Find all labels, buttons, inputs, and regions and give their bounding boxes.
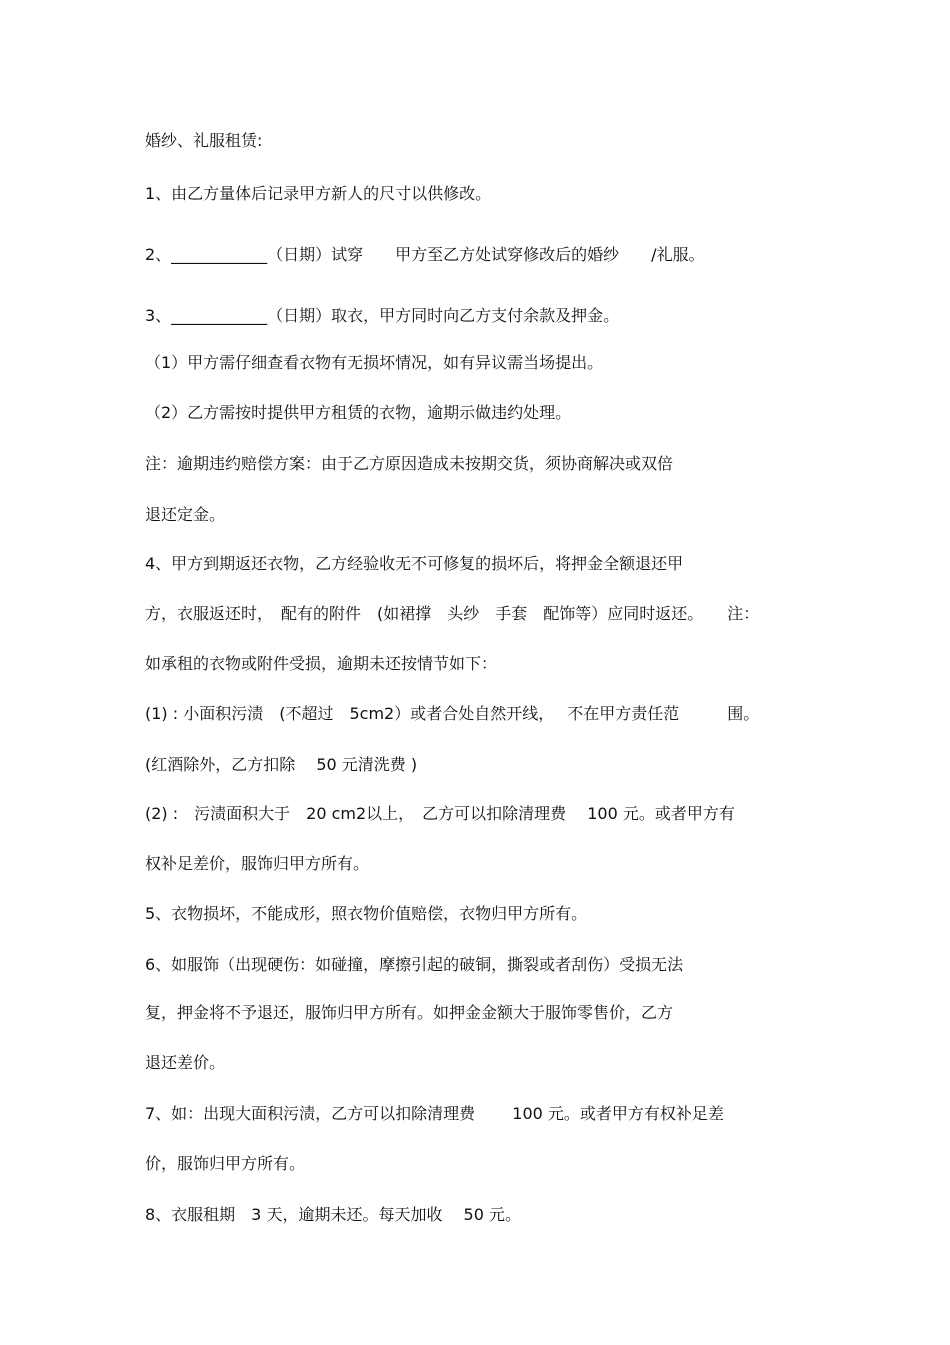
clause-6-line-1: 6、如服饰（出现硬伤：如碰撞，摩擦引起的破铜，撕裂或者刮伤）受损无法 <box>145 955 684 974</box>
clause-4-line-1: 4、甲方到期返还衣物，乙方经验收无不可修复的损坏后，将押金全额退还甲 <box>145 554 684 573</box>
clause-7-line-1: 7、如：出现大面积污渍，乙方可以扣除清理费 100 元。或者甲方有权补足差 <box>145 1104 724 1123</box>
note-penalty-line-2: 退还定金。 <box>145 505 226 524</box>
note-penalty-line-1: 注：逾期违约赔偿方案：由于乙方原因造成未按期交货，须协商解决或双倍 <box>145 454 674 473</box>
clause-4-line-2: 方，衣服返还时， 配有的附件 (如裙撑 头纱 手套 配饰等）应同时返还。 注： <box>145 604 760 623</box>
damage-case-1-line-2: (红酒除外，乙方扣除 50 元清洗费 ) <box>145 755 418 774</box>
clause-2: 2、____________（日期）试穿 甲方至乙方处试穿修改后的婚纱 /礼服。 <box>145 245 705 264</box>
clause-1: 1、由乙方量体后记录甲方新人的尺寸以供修改。 <box>145 184 492 203</box>
clause-3: 3、____________（日期）取衣，甲方同时向乙方支付余款及押金。 <box>145 306 620 325</box>
damage-case-1-line-1: (1) : 小面积污渍 (不超过 5cm2）或者合处自然开线， 不在甲方责任范 围。 <box>145 704 760 723</box>
clause-6-line-2: 复，押金将不予退还，服饰归甲方所有。如押金金额大于服饰零售价，乙方 <box>145 1003 674 1022</box>
clause-6-line-3: 退还差价。 <box>145 1053 226 1072</box>
damage-case-2-line-1: (2) : 污渍面积大于 20 cm2以上， 乙方可以扣除清理费 100 元。或者甲方有 <box>145 804 735 823</box>
clause-8: 8、衣服租期 3 天，逾期未还。每天加收 50 元。 <box>145 1205 521 1224</box>
clause-3-sub-2: （2）乙方需按时提供甲方租赁的衣物，逾期示做违约处理。 <box>145 403 572 422</box>
clause-4-line-3: 如承租的衣物或附件受损，逾期未还按情节如下： <box>145 654 498 673</box>
clause-7-line-2: 价，服饰归甲方所有。 <box>145 1154 306 1173</box>
document-heading: 婚纱、礼服租赁: <box>145 131 263 150</box>
damage-case-2-line-2: 权补足差价，服饰归甲方所有。 <box>145 854 370 873</box>
clause-5: 5、衣物损坏，不能成形，照衣物价值赔偿，衣物归甲方所有。 <box>145 904 588 923</box>
clause-3-sub-1: （1）甲方需仔细查看衣物有无损坏情况，如有异议需当场提出。 <box>145 353 604 372</box>
